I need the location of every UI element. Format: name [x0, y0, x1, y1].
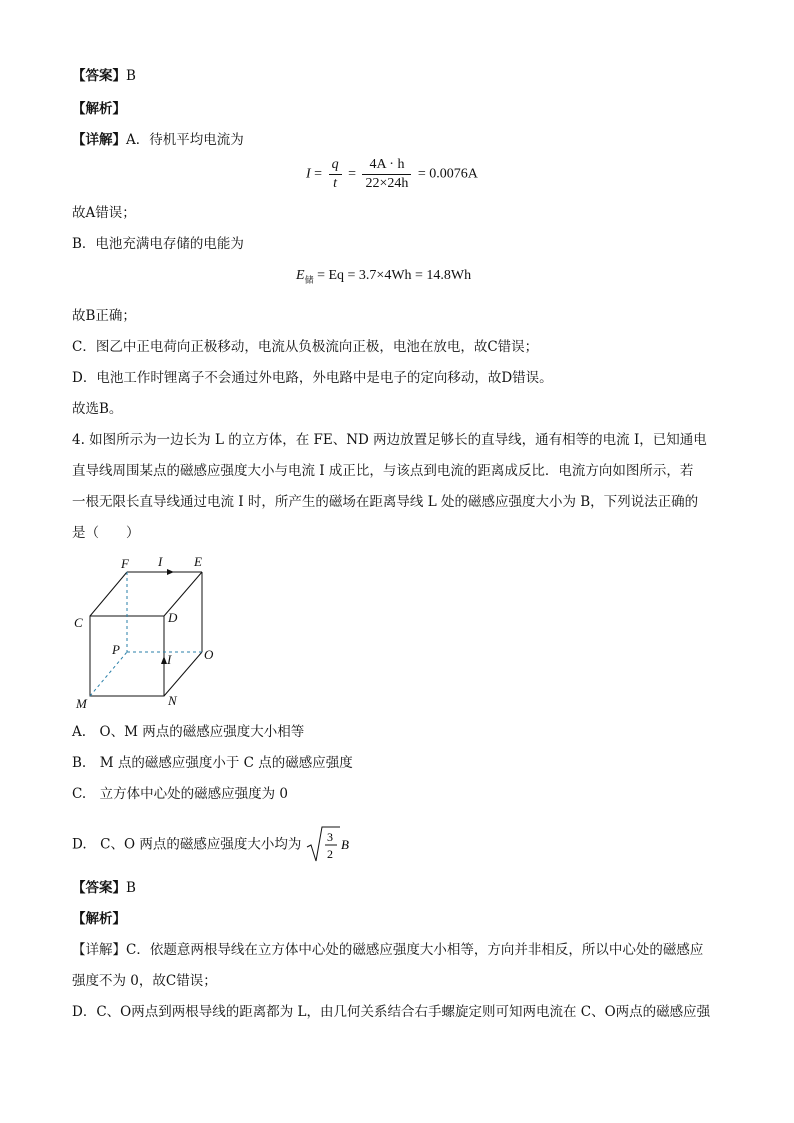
q4-stem-line4: 是（ ）: [72, 525, 140, 541]
label-n: N: [168, 693, 177, 708]
eq1-fraction-qt: [329, 156, 342, 193]
label-d: D: [168, 610, 178, 625]
q4-stem-line3: 一根无限长直导线通过电流 I 时，所产生的磁场在距离导线 L 处的磁感应强度大小为 B，下列说法正确的: [72, 494, 699, 510]
answer-value: B: [126, 68, 136, 84]
eq1-equals-2: =: [348, 166, 356, 182]
c-explanation: C．图乙中正电荷向正极移动，电流从负极流向正极，电池在放电，故C错误；: [72, 339, 539, 355]
hidden-edge-mp: [90, 652, 127, 696]
b-intro: B．电池充满电存储的电能为: [72, 236, 244, 252]
option-d: [72, 825, 354, 865]
eq1-equals: =: [314, 166, 323, 182]
eq1-den2: 22×24h: [365, 176, 409, 191]
q4-answer-tag: 【答案】: [72, 880, 126, 896]
label-i-mid: I: [167, 652, 172, 667]
label-f: F: [121, 556, 129, 571]
equation-energy: [296, 268, 471, 286]
answer-tag: 【答案】: [72, 68, 126, 84]
sqrt-symbol: [306, 825, 354, 865]
sqrt-var: B: [340, 837, 349, 852]
sqrt-fraction: [306, 825, 354, 865]
option-a: A. O、M 两点的磁感应强度大小相等: [72, 724, 305, 740]
eq1-den1: t: [333, 176, 338, 191]
option-c: C. 立方体中心处的磁感应强度为 0: [72, 786, 289, 802]
q4-stem-line1: 4. 如图所示为一边长为 L 的立方体，在 FE、ND 两边放置足够长的直导线，通有相等的电流 I，已知通电: [72, 432, 707, 448]
detail-tag: 【详解】: [72, 132, 126, 148]
cube-diagram: [72, 552, 232, 712]
eq2-lhs: E: [296, 268, 305, 283]
eq1-lhs: I: [306, 166, 311, 182]
label-e: E: [194, 554, 202, 569]
detail-a-intro: [72, 130, 244, 150]
eq2-rhs: = Eq = 3.7×4Wh = 14.8Wh: [317, 268, 472, 283]
arrow-fe: [167, 569, 174, 575]
label-c: C: [74, 615, 83, 630]
analysis-tag: 【解析】: [72, 101, 126, 117]
label-o: O: [204, 647, 214, 662]
eq1-num2: 4A · h: [362, 156, 411, 175]
q4-detail-line2: 强度不为 0，故C错误；: [72, 973, 217, 989]
b-conclusion: 故B正确；: [72, 308, 136, 324]
q4-detail-line3: D．C、O两点到两根导线的距离都为 L，由几何关系结合右手螺旋定则可知两电流在 C、O两点的磁感应强: [72, 1004, 711, 1020]
eq1-result: = 0.0076A: [417, 166, 478, 182]
edge-c-f: [90, 572, 127, 616]
q4-answer-line: [72, 878, 136, 898]
sqrt-num: 3: [326, 830, 333, 844]
a-conclusion: 故A错误；: [72, 205, 136, 221]
eq1-num1: q: [329, 156, 342, 175]
eq1-fraction-values: [362, 156, 411, 193]
q4-detail-line1: 【详解】C．依题意两根导线在立方体中心处的磁感应强度大小相等，方向并非相反，所以中心处的磁感应: [72, 942, 704, 958]
d-explanation: D．电池工作时锂离子不会通过外电路，外电路中是电子的定向移动，故D错误。: [72, 370, 553, 386]
option-d-text: D. C、O 两点的磁感应强度大小均为: [72, 836, 302, 853]
label-i-top: I: [158, 554, 163, 569]
q4-stem-line2: 直导线周围某点的磁感应强度大小与电流 I 成正比，与该点到电流的距离成反比．电流方向如图所示，若: [72, 463, 694, 479]
final-choice: 故选B。: [72, 401, 123, 417]
label-p: P: [112, 642, 120, 657]
label-m: M: [76, 696, 87, 711]
q4-analysis-tag: 【解析】: [72, 911, 126, 927]
answer-line: [72, 66, 136, 86]
eq2-sub: 储: [304, 274, 314, 285]
q4-answer-value: B: [126, 880, 136, 896]
sqrt-den: 2: [326, 847, 333, 861]
detail-a-text: A．待机平均电流为: [126, 132, 244, 148]
option-b: B. M 点的磁感应强度小于 C 点的磁感应强度: [72, 755, 353, 771]
equation-current: [306, 156, 478, 193]
